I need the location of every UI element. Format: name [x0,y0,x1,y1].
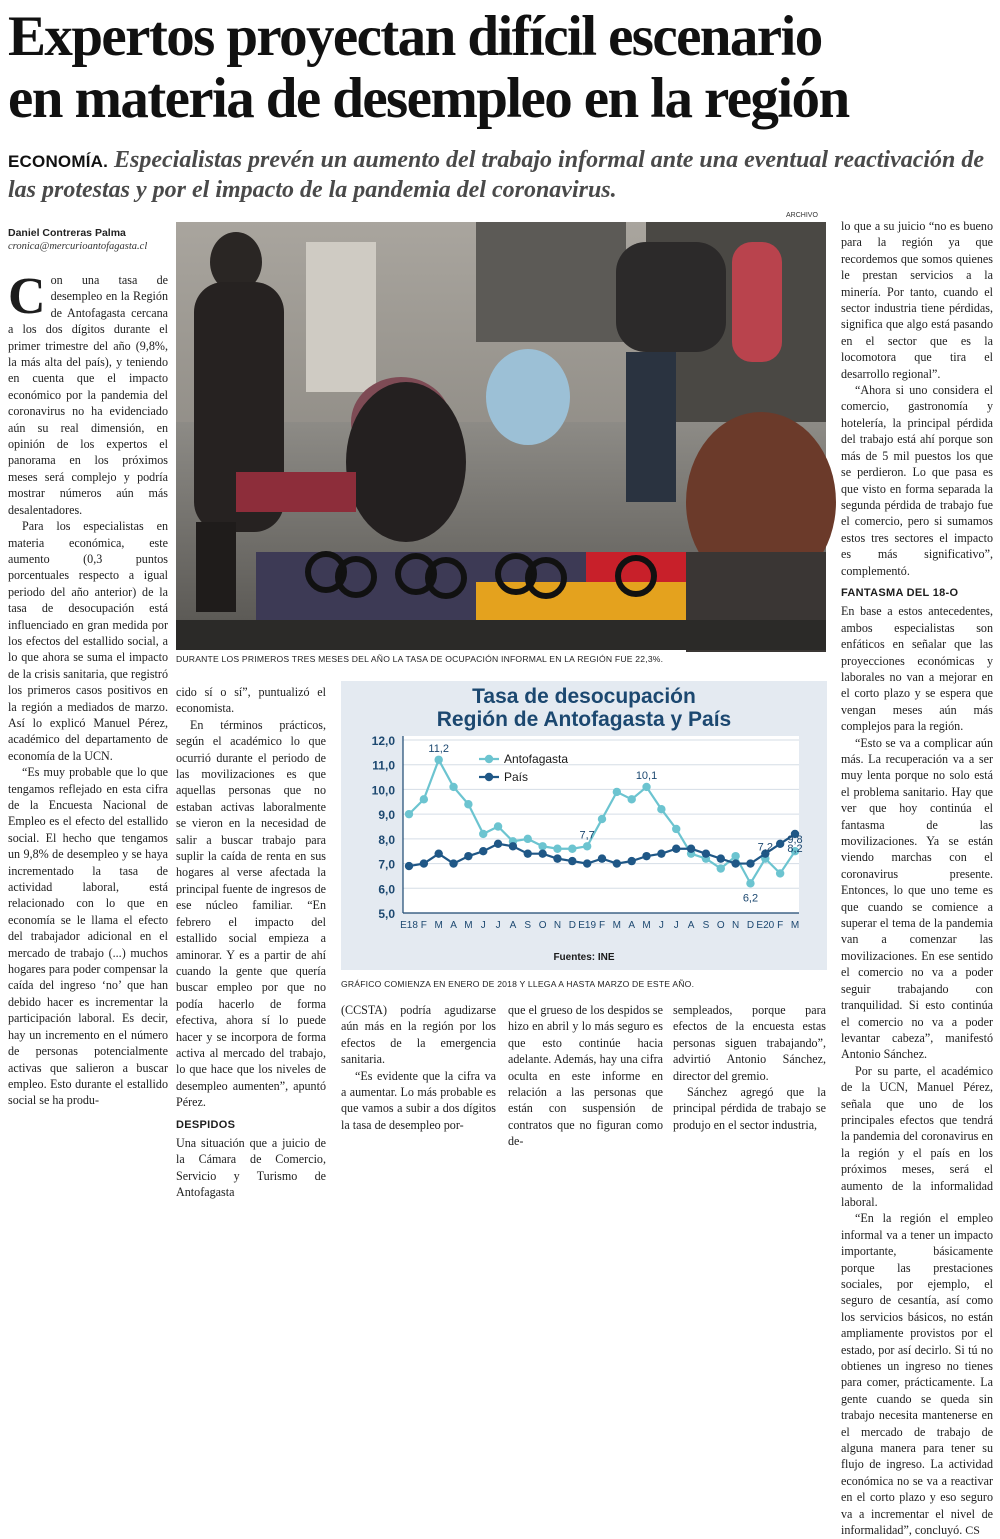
chart-caption: GRÁFICO COMIENZA EN ENERO DE 2018 Y LLEGA A HASTA MARZO DE ESTE AÑO. [341,979,695,989]
data-point-antofagasta [613,788,621,796]
data-point-antofagasta [746,879,754,887]
x-tick-label: A [687,920,695,931]
col6-paragraph-4: “Esto se va a complicar aún más. La recuperación va a ser muy lenta porque no solo está el problema sanitario. Hay que ver que hoy continúa el fantasma de las movilizaciones. Ya se están viendo marchas con el coronavirus presente. Entonces, lo que uno teme es que cuando se comience a superar el tema de la pandemia van a comenzar las movilizaciones. En ese sentido el comercio no va a poder seguir trabajando con tranquilidad. Si esto continúa el comercio no va a poder levantar cabeza”, manifestó Antonio Sánchez. [841,735,993,1062]
data-point-antofagasta [672,825,680,833]
x-tick-label: O [538,920,547,931]
col2-paragraph-1: cido sí o sí”, puntualizó el economista. [176,685,326,716]
data-point-antofagasta [405,810,413,818]
col3-paragraph-2: “Es evidente que la cifra va a aumentar. Lo más probable es que vamos a subir a dos dígitos la tasa de desempleo por- [341,1068,496,1132]
data-point-pais [642,852,650,860]
col6-paragraph-1: lo que a su juicio “no es bueno para la región ya que recordemos que somos quienes le prestan servicios a la minería. Por tanto, cuando el sector industria tiene pérdidas, significa que algo está pasando en el sector que es la locomotora que tira el desarrollo regional”. [841,219,993,381]
col2-paragraph-2: En términos prácticos, según el académico lo que ocurrió durante el periodo de las movilizaciones es que aquellas personas que no estaban activas laboralmente se vieron en la necesidad de salir a buscar trabajo para suplir la caída de renta en sus hogares al verse afectada la principal fuente de ingresos de ese núcleo familiar. “En febrero el impacto del estallido social empieza a aminorar. Y es a partir de ahí cuando la gente que quería buscar empleo por que no podía hacerlo de forma efectiva, ahora sí lo puede hacer y se incorpora de forma activa al mercado del trabajo, lo que hace que los niveles de desempleo aumenten”, apuntó Pérez. [176,717,326,1110]
data-point-antofagasta [494,822,502,830]
data-point-pais [449,859,457,867]
y-tick-label: 10,0 [371,783,395,798]
x-tick-label: D [746,920,755,931]
deck-text: Especialistas prevén un aumento del trabajo informal ante una eventual reactivación de las protestas y por el impacto de la pandemia del coronavirus. [8,147,985,203]
data-point-pais [583,859,591,867]
x-tick-label: A [450,920,457,931]
data-point-pais [464,852,472,860]
col6-text-6: “En la región el empleo informal va a tener un impacto importante, básicamente porque las prestaciones sociales, por ejemplo, el seguro de cesantía, así como los servicios básicos, no están ampliamente provistos por el estado, por así decirlo. Si tú no obtienes un ingreso no tienes para comer, prácticamente. La gente cuando se queda sin trabajo necesita mantenerse en el mercado de trabajo de alguna manera para tener su flujo de ingreso. La actividad económica no se va a reactivar en el corto plazo y eso seguro va a incrementar el nivel de informalidad”, concluyó. [841,1211,993,1538]
data-point-pais [524,849,532,857]
data-point-pais [776,840,784,848]
lead-paragraph [8,268,168,518]
column-1 [8,268,168,1109]
x-tick-label: D [568,920,576,931]
y-tick-label: 11,0 [372,758,395,773]
x-tick-label: J [495,920,501,931]
legend-label: País [504,770,529,784]
data-point-pais [731,859,739,867]
data-point-antofagasta [420,795,428,803]
y-tick-label: 5,0 [378,907,395,921]
data-point-pais [702,849,710,857]
data-point-antofagasta [479,830,487,838]
data-point-pais [479,847,487,855]
end-mark: CS [965,1523,980,1538]
data-point-antofagasta [553,845,561,853]
data-label: 9,8 [787,834,803,847]
col5-paragraph-2: Sánchez agregó que la principal pérdida de trabajo se produjo en el sector industria, [673,1085,826,1132]
x-tick-label: M [612,920,622,931]
data-point-antofagasta [568,845,576,853]
x-tick-label: N [731,920,740,931]
chart-subtitle: Región de Antofagasta y País [436,708,732,731]
data-point-pais [405,862,413,870]
data-label: 10,1 [635,769,658,782]
data-point-pais [434,849,442,857]
legend-label: Antofagasta [504,752,569,766]
deck [8,146,988,204]
headline [8,6,993,130]
data-point-antofagasta [627,795,635,803]
headline-line-2: en materia de desempleo en la región [8,67,849,130]
section-tag: ECONOMÍA. [8,152,109,171]
column-4 [508,1002,663,1150]
x-tick-label: M [464,920,473,931]
data-point-pais [717,854,725,862]
column-3 [341,1002,496,1133]
data-point-antofagasta [642,783,650,791]
data-label: 11,2 [428,742,449,755]
drop-cap: C [8,268,46,325]
x-tick-label: M [642,920,651,931]
y-tick-label: 12,0 [371,734,395,748]
x-tick-label: E20 [756,920,775,931]
data-point-pais [657,849,665,857]
data-point-pais [494,840,502,848]
y-tick-label: 9,0 [378,808,395,823]
street-vendors-photo [176,222,826,650]
col1-paragraph-2: Para los especialistas en materia económica, este aumento (0,3 puntos porcentuales respecto a igual periodo del año anterior) de la tasa de desocupación está influenciado en gran medida por los efectos del estallido social, a lo que ahora se suma el impacto de la crisis sanitaria, que registró los primeros casos positivos en la región a mediados de marzo. Así lo explicó Manuel Pérez, académico del departamento de economía de la UCN. [8,519,168,763]
data-point-pais [538,849,546,857]
data-point-pais [746,859,754,867]
col1-paragraph-3: “Es muy probable que lo que tengamos reflejado en esta cifra de la Encuesta Nacional de Empleo es el efecto del estallido social. El hecho que tengamos un 9,8% de desempleo y se haya incrementado la tasa de actividad laboral, está relacionado con lo que en economía se le llama el efecto del trabajador adicional en el mercado de trabajo (...) muchos hogares para poder compensar la caída del ingreso ‘no’ que han debido hacer es incrementar la participación laboral. Es decir, hay un incremento en el número de personas potencialmente activas que salieron a buscar empleo. Esto durante el estallido social se ha produ- [8,765,168,1108]
x-tick-label: O [716,920,725,931]
col6-paragraph-5: Por su parte, el académico de la UCN, Manuel Pérez, señala que uno de los principales efectos que tendrá la pandemia del coronavirus en la región y el país en los próximos meses, será el aumento de la informalidad laboral. [841,1063,993,1209]
photo-caption: DURANTE LOS PRIMEROS TRES MESES DEL AÑO LA TASA DE OCUPACIÓN INFORMAL EN LA REGIÓN FUE 22,3%. [176,654,664,664]
y-tick-label: 7,0 [378,857,395,872]
col1-text-1: on una tasa de desempleo en la Región de Antofagasta cercana a los dos dígitos durante el primer trimestre del año (9,8%, la más alta del país), y teniendo en cuenta que el impacto económico por la pandemia del coronavirus no ha evidenciado aún su real dimensión, en opinión de los expertos el panorama en los próximos meses será complejo y podría mostrar números aún más desalentadores. [8,273,168,517]
column-5 [673,1002,826,1133]
chart-plot [341,730,827,970]
x-tick-label: S [524,920,532,931]
data-point-pais [568,857,576,865]
y-tick-label: 8,0 [378,832,395,847]
chart-source: Fuentes: INE [553,952,615,963]
x-tick-label: A [628,920,636,931]
y-tick-label: 6,0 [378,882,395,897]
data-point-antofagasta [717,864,725,872]
data-point-antofagasta [776,869,784,877]
chart-title: Tasa de desocupación [472,685,696,708]
author-name: Daniel Contreras Palma [8,227,126,239]
legend-marker [485,755,493,763]
x-tick-label: J [658,920,664,931]
x-tick-label: F [420,920,427,931]
subhead-fantasma: FANTASMA DEL 18-O [841,586,959,599]
x-tick-label: F [777,920,784,931]
col6-paragraph-2: “Ahora si uno considera el comercio, gastronomía y hotelería, la principal pérdida del trabajo está ahí porque son más de 5 mil puestos los que se perdieron. Lo que pasa es que visto en forma separada la segunda pérdida de trabajo fue el comercio, pero si sumamos estos tres sectores el impacto es más significativo”, complementó. [841,383,993,578]
x-tick-label: M [790,920,800,931]
subhead-despidos: DESPIDOS [176,1118,236,1131]
data-point-pais [613,859,621,867]
data-point-antofagasta [434,756,442,764]
data-point-antofagasta [464,800,472,808]
col5-paragraph-1: sempleados, porque para efectos de la encuesta estas personas siguen trabajando”, advirtió Antonio Sánchez, director del gremio. [673,1003,826,1083]
data-point-pais [672,845,680,853]
column-2 [176,684,326,1201]
col6-paragraph-6 [841,1210,993,1538]
column-6 [841,218,993,1539]
x-tick-label: N [553,920,562,931]
x-tick-label: M [434,920,443,931]
photo-credit: ARCHIVO [786,212,818,219]
col6-paragraph-3: En base a estos antecedentes, ambos especialistas son enfáticos en señalar que las proyecciones económicas y laborales no van a mejorar en el corto plazo y se espera que vengan meses aún más complejos para la región. [841,604,993,734]
plot-area [403,736,799,913]
col3-paragraph-1: (CCSTA) podría agudizarse aún más en la región por los efectos de la emergencia sanitaria. [341,1003,496,1067]
data-label: 7,7 [579,829,595,842]
x-tick-label: A [509,920,517,931]
data-point-pais [420,859,428,867]
data-point-antofagasta [583,842,591,850]
col4-paragraph-1: que el grueso de los despidos se hizo en abril y lo más seguro es que esto continúe hacia adelante. Además, hay una cifra oculta en este informe en relación a las personas que están con suspensión de contratos que no figuran como de- [508,1003,663,1149]
x-tick-label: E19 [578,920,597,931]
x-tick-label: J [673,920,679,931]
data-point-antofagasta [598,815,606,823]
unemployment-chart [341,681,827,970]
data-label: 8,2 [787,842,803,855]
x-tick-label: J [480,920,486,931]
photo-illustration [176,222,826,650]
x-tick-label: S [702,920,710,931]
data-point-antofagasta [538,842,546,850]
headline-line-1: Expertos proyectan difícil escenario [8,5,822,68]
data-point-pais [687,845,695,853]
x-tick-label: F [598,920,606,931]
author-email: cronica@mercurioantofagasta.cl [8,241,148,252]
col2-paragraph-3: Una situación que a juicio de la Cámara de Comercio, Servicio y Turismo de Antofagasta [176,1135,326,1200]
legend-marker [485,773,493,781]
data-point-pais [509,842,517,850]
data-point-antofagasta [449,783,457,791]
data-point-antofagasta [657,805,665,813]
data-point-pais [627,857,635,865]
data-point-pais [598,854,606,862]
data-label: 6,2 [742,892,759,905]
data-point-pais [553,854,561,862]
x-tick-label: E18 [400,920,418,931]
data-label: 7,2 [757,841,773,854]
data-point-antofagasta [524,835,532,843]
data-point-antofagasta [731,852,739,860]
byline [8,226,168,254]
